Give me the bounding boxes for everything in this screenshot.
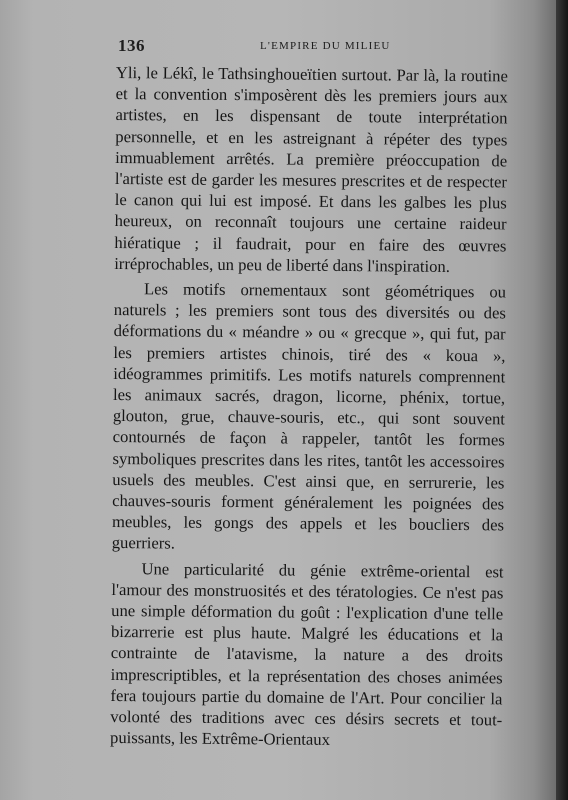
paragraph-1: Yli, le Lékî, le Tathsinghoueïtien surtout. Par là, la routine et la convention s'imposèrent dès les premiers jours aux artistes, en les dispensant de toute interprétation personnelle, et en les astreignant à répéter des types immuablement arrêtés. La première préoccupation de l'artiste est de garder les mesures prescrites et de respecter le canon qui lui est imposé. Et dans les galbes les plus heureux, on reconnaît toujours une certaine raideur hiératique ; il faudrait, pour en faire des œuvres irréprochables, un peu de liberté dans l'inspiration. (114, 62, 508, 276)
paragraph-2: Les motifs ornementaux sont géométriques ou naturels ; les premiers sont tous des diversités ou des déformations du « méandre » ou « grecque », qui fut, par les premiers artistes chinois, tiré des « koua », idéogrammes primitifs. Les motifs naturels comprennent les animaux sacrés, dragon, licorne, phénix, tortue, glouton, grue, chauve-souris, etc., qui sont souvent contournés de façon à rappeler, tantôt les formes symboliques prescrites dans les rites, tantôt les accessoires usuels des meubles. C'est ainsi que, en serrurerie, les chauves-souris forment généralement les poignées des meubles, les gongs des appels et les boucliers des guerriers. (111, 279, 507, 554)
body-text (110, 62, 508, 756)
book-spine-shadow (556, 0, 568, 800)
page-header (118, 36, 508, 58)
paragraph-3: Une particularité du génie extrême-oriental est l'amour des monstruosités et des tératologies. Ce n'est pas une simple déformation du goût : l'explication d'une telle bizarrerie est plus haute. Malgré les éducations et la contrainte de l'atavisme, la nature a des droits imprescriptibles, et la représentation des choses animées fera toujours partie du domaine de l'Art. Pour concilier la volonté des traditions avec ces désirs secrets et tout-puissants, les Extrême-Orientaux (110, 558, 504, 750)
running-title: L'EMPIRE DU MILIEU (260, 40, 391, 52)
page-number: 136 (118, 36, 145, 55)
